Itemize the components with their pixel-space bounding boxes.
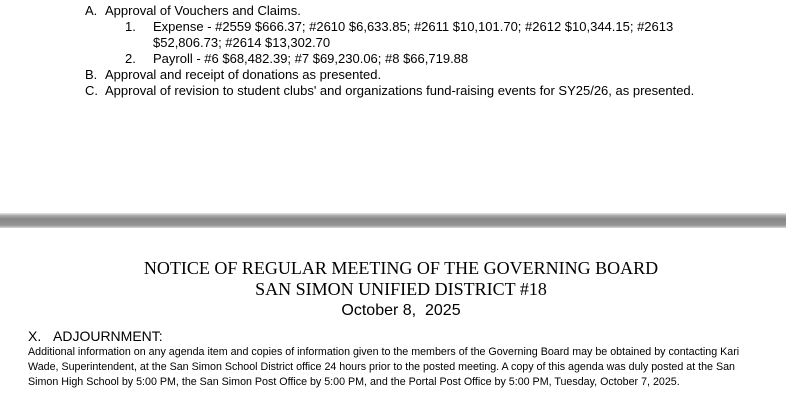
posting-info-line-3: Simon High School by 5:00 PM, the San Simon Post Office by 5:00 PM, and the Portal Post Office by 5:00 PM, Tuesday, October 7, 2025.	[28, 376, 680, 388]
agenda-item-c	[0, 83, 694, 99]
notice-title-line1: NOTICE OF REGULAR MEETING OF THE GOVERNING BOARD	[143, 258, 659, 278]
agenda-item-b-text: Approval and receipt of donations as presented.	[105, 67, 382, 82]
agenda-subitem-2-payroll	[0, 51, 694, 67]
adjournment-marker: X.	[28, 328, 42, 344]
agenda-subitem-2-marker: 2.	[125, 51, 136, 66]
page-separator-bar	[0, 213, 786, 228]
agenda-item-a	[0, 3, 694, 19]
posting-info-line-2: Wade, Superintendent, at the San Simon School District office 24 hours prior to the posted meeting. A copy of this agenda was duly posted at the San	[28, 361, 735, 373]
meeting-date: October 8, 2025	[341, 302, 461, 319]
adjournment-heading	[28, 328, 163, 345]
agenda-item-b-marker: B.	[85, 67, 98, 82]
expense-line-1: Expense - #2559 $666.37; #2610 $6,633.85; #2611 $10,101.70; #2612 $10,344.15; #2613	[153, 19, 674, 34]
notice-title-line2: SAN SIMON UNIFIED DISTRICT #18	[255, 279, 547, 299]
agenda-item-a-marker: A.	[85, 3, 98, 18]
agenda-subitem-1-expense	[0, 19, 694, 51]
agenda-subitem-1-marker: 1.	[125, 19, 136, 34]
agenda-subitem-2-text: Payroll - #6 $68,482.39; #7 $69,230.06; #8 $66,719.88	[153, 51, 469, 66]
posting-information-paragraph	[28, 345, 739, 390]
posting-info-line-1: Additional information on any agenda item and copies of information given to the members of the Governing Board may be obtained by contacting Kari	[28, 346, 740, 358]
adjournment-title: ADJOURNMENT:	[53, 328, 163, 344]
agenda-item-c-marker: C.	[85, 83, 98, 98]
agenda-item-a-text: Approval of Vouchers and Claims.	[105, 3, 301, 18]
agenda-item-c-text: Approval of revision to student clubs' and organizations fund-raising events for SY25/26, as presented.	[105, 83, 695, 98]
agenda-subitem-1-text	[153, 19, 673, 51]
expense-line-2: $52,806.73; #2614 $13,302.70	[153, 35, 331, 50]
agenda-item-b	[0, 67, 694, 83]
agenda-consent-items	[0, 3, 694, 99]
